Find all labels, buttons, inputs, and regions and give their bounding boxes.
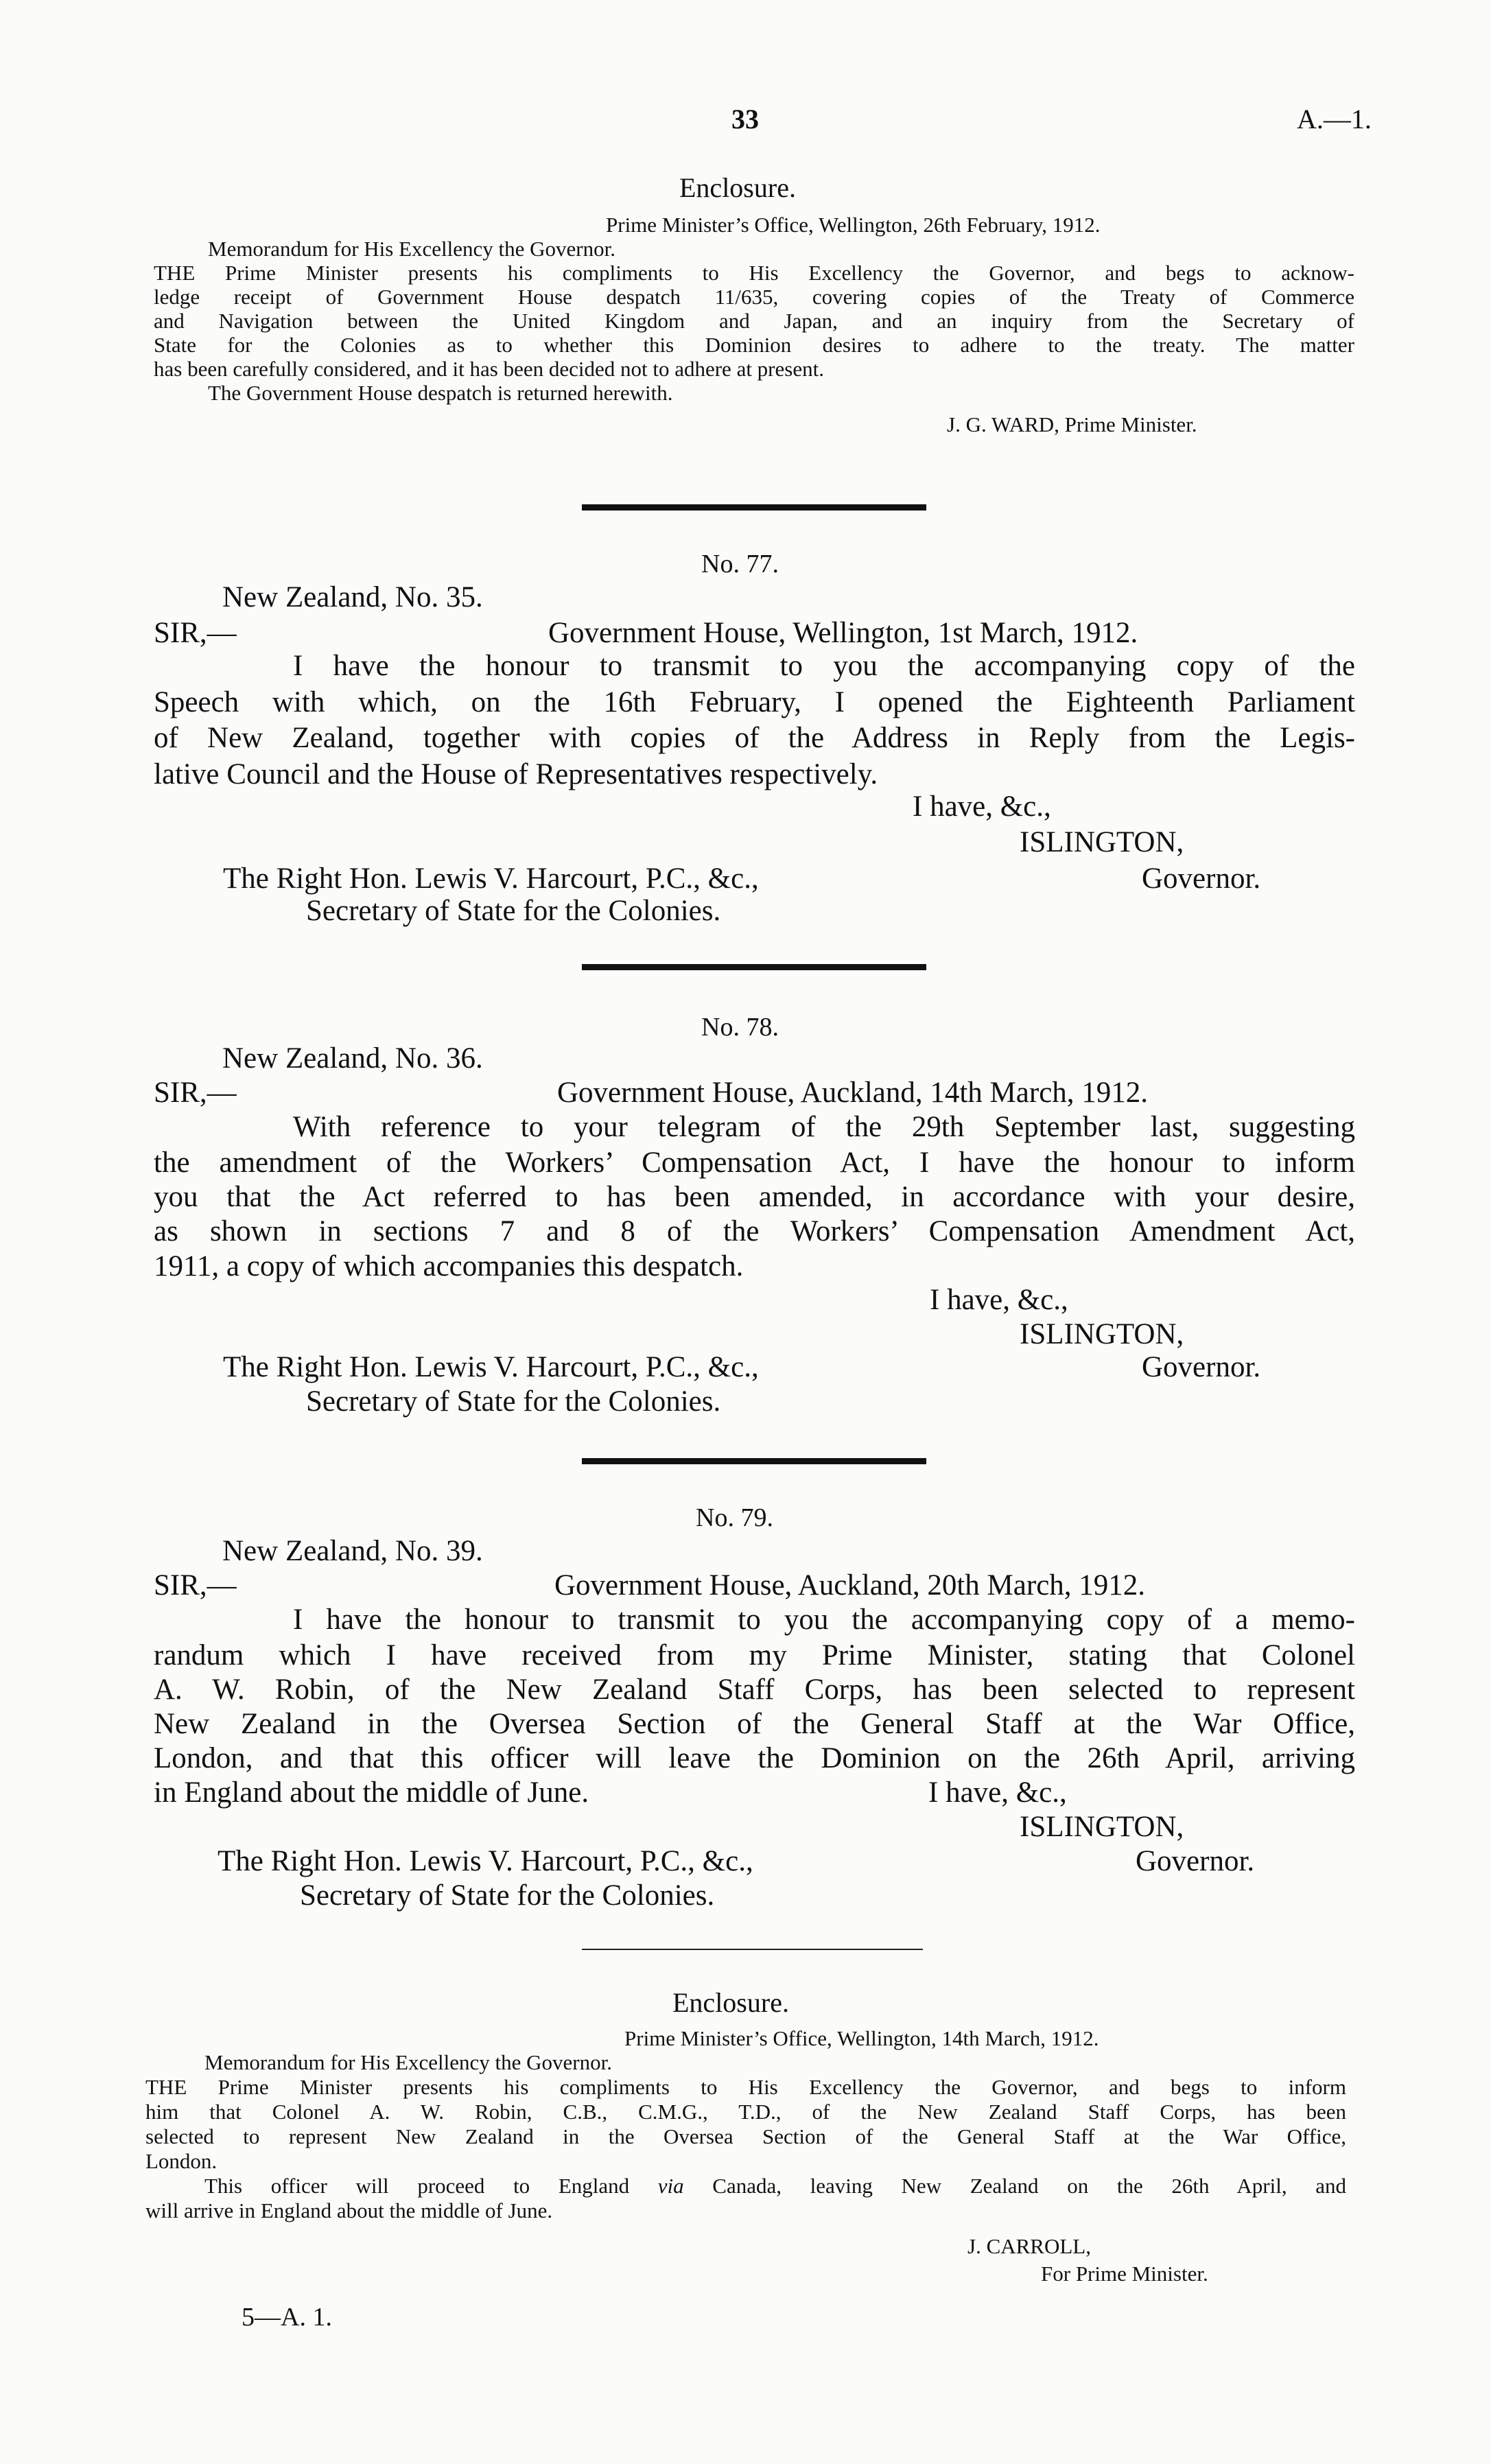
signature-mark: 5—A. 1. xyxy=(242,2303,332,2332)
page-number: 33 xyxy=(731,104,759,134)
signer-title: Governor. xyxy=(1142,863,1261,895)
despatch-body-line: 1911, a copy of which accompanies this despatch. xyxy=(154,1250,744,1282)
despatch-number: No. 77. xyxy=(701,550,779,578)
section-divider xyxy=(582,1949,923,1950)
enclosure-body-line: selected to represent New Zealand in the Oversea Section of the General Staff at the War Office, xyxy=(145,2124,1346,2148)
despatch-nz-number: New Zealand, No. 39. xyxy=(222,1535,483,1567)
enclosure-body-line: ledge receipt of Government House despatch 11/635, covering copies of the Treaty of Commerce xyxy=(154,285,1354,309)
signer-title: Governor. xyxy=(1136,1845,1255,1877)
despatch-nz-number: New Zealand, No. 36. xyxy=(222,1042,483,1075)
despatch-body-line: I have the honour to transmit to you the accompanying copy of the xyxy=(293,650,1355,682)
addressee: The Right Hon. Lewis V. Harcourt, P.C., &c., xyxy=(223,863,759,895)
enclosure-heading: Enclosure. xyxy=(679,172,796,203)
memorandum-addressee: Memorandum for His Excellency the Governor. xyxy=(204,2050,612,2074)
section-divider xyxy=(582,1458,926,1464)
enclosure-office-date: Prime Minister’s Office, Wellington, 26th February, 1912. xyxy=(606,213,1101,237)
despatch-number: No. 78. xyxy=(701,1013,779,1042)
despatch-place-date: Government House, Wellington, 1st March, 1912. xyxy=(548,617,1138,649)
addressee-title: Secretary of State for the Colonies. xyxy=(306,1385,721,1418)
enclosure-body-line: This officer will proceed to England via Canada, leaving New Zealand on the 26th April, and xyxy=(204,2174,1346,2198)
closing: I have, &c., xyxy=(928,1776,1067,1809)
despatch-nz-number: New Zealand, No. 35. xyxy=(222,581,483,613)
enclosure-body-line: and Navigation between the United Kingdom and Japan, and an inquiry from the Secretary of xyxy=(154,309,1354,333)
enclosure-body-line: THE Prime Minister presents his compliments to His Excellency the Governor, and begs to inform xyxy=(145,2075,1346,2099)
signer-name: ISLINGTON, xyxy=(1020,826,1184,858)
salutation: SIR,— xyxy=(154,1077,237,1109)
despatch-number: No. 79. xyxy=(696,1503,773,1532)
despatch-body-line: as shown in sections 7 and 8 of the Workers’ Compensation Amendment Act, xyxy=(154,1215,1355,1247)
paper-reference: A.—1. xyxy=(1297,104,1372,134)
despatch-body-line: randum which I have received from my Prime Minister, stating that Colonel xyxy=(154,1639,1355,1671)
enclosure-body-line: State for the Colonies as to whether this Dominion desires to adhere to the treaty. The matter xyxy=(154,333,1354,357)
addressee: The Right Hon. Lewis V. Harcourt, P.C., &c., xyxy=(218,1845,753,1877)
despatch-body-line: New Zealand in the Oversea Section of the General Staff at the War Office, xyxy=(154,1708,1355,1740)
memorandum-addressee: Memorandum for His Excellency the Governor. xyxy=(208,237,615,261)
addressee: The Right Hon. Lewis V. Harcourt, P.C., &c., xyxy=(223,1351,759,1383)
addressee-title: Secretary of State for the Colonies. xyxy=(306,895,721,927)
despatch-body-line: London, and that this officer will leave the Dominion on the 26th April, arriving xyxy=(154,1742,1355,1774)
despatch-body-line: in England about the middle of June. xyxy=(154,1776,589,1809)
signer-title: Governor. xyxy=(1142,1351,1261,1383)
despatch-body-line: I have the honour to transmit to you the accompanying copy of a memo- xyxy=(293,1604,1355,1636)
enclosure-body-line: him that Colonel A. W. Robin, C.B., C.M.G., T.D., of the New Zealand Staff Corps, has been xyxy=(145,2100,1346,2124)
signature-title: For Prime Minister. xyxy=(1041,2262,1208,2286)
enclosure-body-line: London. xyxy=(145,2149,218,2173)
salutation: SIR,— xyxy=(154,617,237,649)
enclosure-returned-note: The Government House despatch is returned herewith. xyxy=(208,381,673,405)
closing: I have, &c., xyxy=(913,790,1051,823)
despatch-place-date: Government House, Auckland, 14th March, 1912. xyxy=(557,1077,1149,1109)
enclosure-body-line: THE Prime Minister presents his compliments to His Excellency the Governor, and begs to acknow- xyxy=(154,261,1354,285)
enclosure-body-line: has been carefully considered, and it has been decided not to adhere at present. xyxy=(154,357,824,381)
closing: I have, &c., xyxy=(930,1284,1068,1316)
despatch-body-line: With reference to your telegram of the 29th September last, suggesting xyxy=(293,1111,1355,1143)
salutation: SIR,— xyxy=(154,1569,237,1601)
enclosure-body-line: will arrive in England about the middle of June. xyxy=(145,2198,553,2222)
addressee-title: Secretary of State for the Colonies. xyxy=(300,1879,715,1912)
despatch-body-line: Speech with which, on the 16th February, I opened the Eighteenth Parliament xyxy=(154,686,1355,718)
despatch-body-line: the amendment of the Workers’ Compensation Act, I have the honour to inform xyxy=(154,1147,1355,1179)
signature-ward: J. G. WARD, Prime Minister. xyxy=(947,412,1197,436)
despatch-place-date: Government House, Auckland, 20th March, 1912. xyxy=(554,1569,1146,1601)
signature-carroll: J. CARROLL, xyxy=(967,2234,1091,2258)
signer-name: ISLINGTON, xyxy=(1020,1318,1184,1350)
despatch-body-line: A. W. Robin, of the New Zealand Staff Corps, has been selected to represent xyxy=(154,1674,1355,1706)
section-divider xyxy=(582,964,926,970)
section-divider xyxy=(582,504,926,511)
signer-name: ISLINGTON, xyxy=(1020,1811,1184,1843)
enclosure-office-date: Prime Minister’s Office, Wellington, 14th March, 1912. xyxy=(624,2026,1099,2050)
despatch-body-line: you that the Act referred to has been amended, in accordance with your desire, xyxy=(154,1181,1355,1213)
despatch-body-line: of New Zealand, together with copies of the Address in Reply from the Legis- xyxy=(154,722,1355,754)
despatch-body-line: lative Council and the House of Representatives respectively. xyxy=(154,758,878,790)
enclosure-heading: Enclosure. xyxy=(672,1987,789,2018)
